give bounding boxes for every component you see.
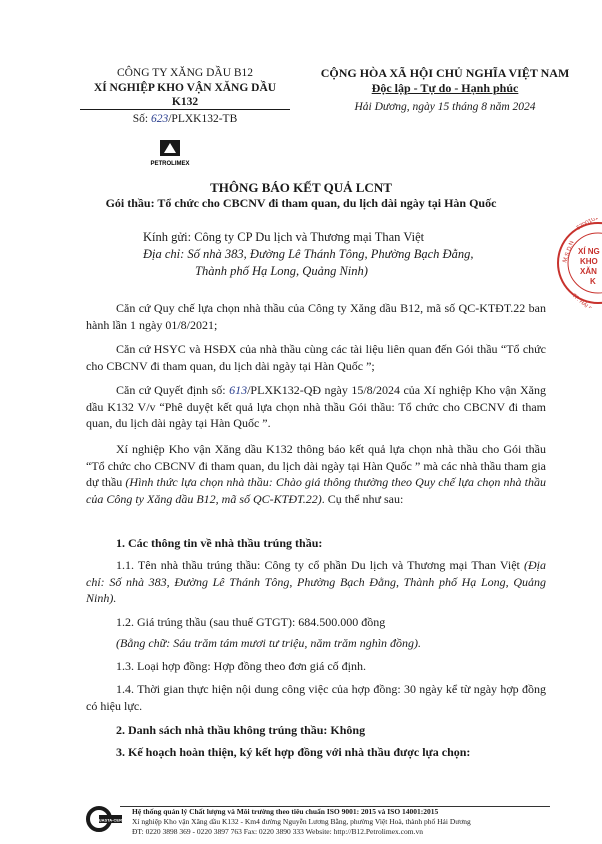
svg-text:QUASTA-CERT: QUASTA-CERT <box>95 817 122 823</box>
document-title: THÔNG BÁO KẾT QUẢ LCNT <box>210 180 392 195</box>
quasta-cert-logo <box>86 806 122 832</box>
paragraph-basis-1: Căn cứ Quy chế lựa chọn nhà thầu của Công ty Xăng dầu B12, mã số QC-KTĐT.22 ban hành lần 1 ngày 01/8/2021; <box>86 301 546 332</box>
paragraph-announcement: Xí nghiệp Kho vận Xăng dầu K132 thông báo kết quả lựa chọn nhà thầu cho Gói thầu “Tổ chức cho CBCNV đi tham quan, du lịch dài ngày tại Hàn Quốc ” mà các nhà thầu tham gia dự thầu (Hình thức lựa chọn nhà thầu: Chào giá thông thường theo Quy chế lựa chọn nhà thầu của Công ty Xăng dầu B12, mã số QC-KTĐT.22). Cụ thể như sau: <box>86 442 546 506</box>
petrolimex-logo <box>140 138 200 168</box>
paragraph-basis-2: Căn cứ HSYC và HSĐX của nhà thầu cùng các tài liệu liên quan đến Gói thầu “Tổ chức cho CBCNV đi tham quan, du lịch dài ngày tại Hàn Quốc ”; <box>86 342 546 373</box>
document-subtitle: Gói thầu: Tổ chức cho CBCNV đi tham quan, du lịch dài ngày tại Hàn Quốc <box>105 196 497 210</box>
footer-contacts: ĐT: 0220 3898 369 - 0220 3897 763 Fax: 0220 3890 333 Website: http://B12.Petrolimex.com.vn <box>132 827 423 836</box>
recipient-address-1: Địa chỉ: Số nhà 383, Đường Lê Thánh Tông, Phường Bạch Đằng, <box>143 247 474 261</box>
company-seal <box>548 218 602 308</box>
item-1-3: 1.3. Loại hợp đồng: Hợp đồng theo đơn giá cố định. <box>116 659 367 673</box>
company-name: CÔNG TY XĂNG DẦU B12 <box>116 67 254 79</box>
handwritten-number: 623 <box>150 113 169 125</box>
footer <box>132 807 572 837</box>
doc-number: Số: 623/PLXK132-TB <box>132 113 238 125</box>
svg-text:KHO: KHO <box>580 257 598 266</box>
svg-text:TP. HẢI DƯ: TP. HẢI DƯ <box>570 292 597 308</box>
national-motto: Độc lập - Tự do - Hạnh phúc <box>371 81 519 95</box>
footer-iso: Hệ thống quản lý Chất lượng và Môi trường theo tiêu chuẩn ISO 9001: 2015 và ISO 14001:2015 <box>132 807 439 816</box>
handwritten-decision-number: 613 <box>229 383 248 397</box>
footer-address: Xí nghiệp Kho vận Xăng dầu K132 - Km4 đường Nguyễn Lương Bằng, phường Việt Hoà, thành phố Hải Dương <box>132 817 471 826</box>
svg-text:XÍ NG: XÍ NG <box>578 247 600 256</box>
paragraph-basis-3: Căn cứ Quyết định số: 613/PLXK132-QĐ ngày 15/8/2024 của Xí nghiệp Kho vận Xăng dầu K132 V/v “Phê duyệt kết quả lựa chọn nhà thầu Gói thầu: Tổ chức cho CBCNV đi tham quan, du lịch dài ngày tại Hàn Quốc ”. <box>86 383 546 430</box>
section-3-heading: 3. Kế hoạch hoàn thiện, ký kết hợp đồng với nhà thầu được lựa chọn: <box>116 745 471 759</box>
section-2-heading: 2. Danh sách nhà thầu không trúng thầu: Không <box>116 723 366 737</box>
recipient-name: Kính gửi: Công ty CP Du lịch và Thương mại Than Việt <box>143 230 425 244</box>
recipient-block <box>143 229 543 280</box>
item-1-4: 1.4. Thời gian thực hiện nội dung công việc của hợp đồng: 30 ngày kể từ ngày hợp đồng có hiệu lực. <box>86 682 546 713</box>
section-1-heading: 1. Các thông tin về nhà thầu trúng thầu: <box>116 536 323 550</box>
unit-name: XÍ NGHIỆP KHO VẬN XĂNG DẦU K132 <box>80 81 290 110</box>
svg-text:K: K <box>590 277 596 286</box>
svg-text:PETROLIMEX: PETROLIMEX <box>150 161 190 167</box>
item-1-1: 1.1. Tên nhà thầu trúng thầu: Công ty cổ phần Du lịch và Thương mại Than Việt (Địa chỉ: Số nhà 383, Đường Lê Thánh Tông, Phường Bạch Đằng, Thành phố Hạ Long, Quảng Ninh). <box>86 558 546 605</box>
svg-text:5700101: 5700101 <box>576 218 600 232</box>
place-date: Hải Dương, ngày 15 tháng 8 năm 2024 <box>354 101 536 113</box>
svg-text:M.S.D.N: M.S.D.N <box>562 240 576 264</box>
header-left <box>80 66 290 127</box>
nation-title: CỘNG HÒA XÃ HỘI CHỦ NGHĨA VIỆT NAM <box>320 66 570 80</box>
svg-text:XĂN: XĂN <box>580 267 597 276</box>
item-1-2-words: (Bằng chữ: Sáu trăm tám mươi tư triệu, năm trăm nghìn đồng). <box>116 636 422 650</box>
item-1-2: 1.2. Giá trúng thầu (sau thuế GTGT): 684.500.000 đồng <box>116 615 386 629</box>
header-right <box>300 66 590 115</box>
recipient-address-2: Thành phố Hạ Long, Quảng Ninh) <box>195 264 368 278</box>
